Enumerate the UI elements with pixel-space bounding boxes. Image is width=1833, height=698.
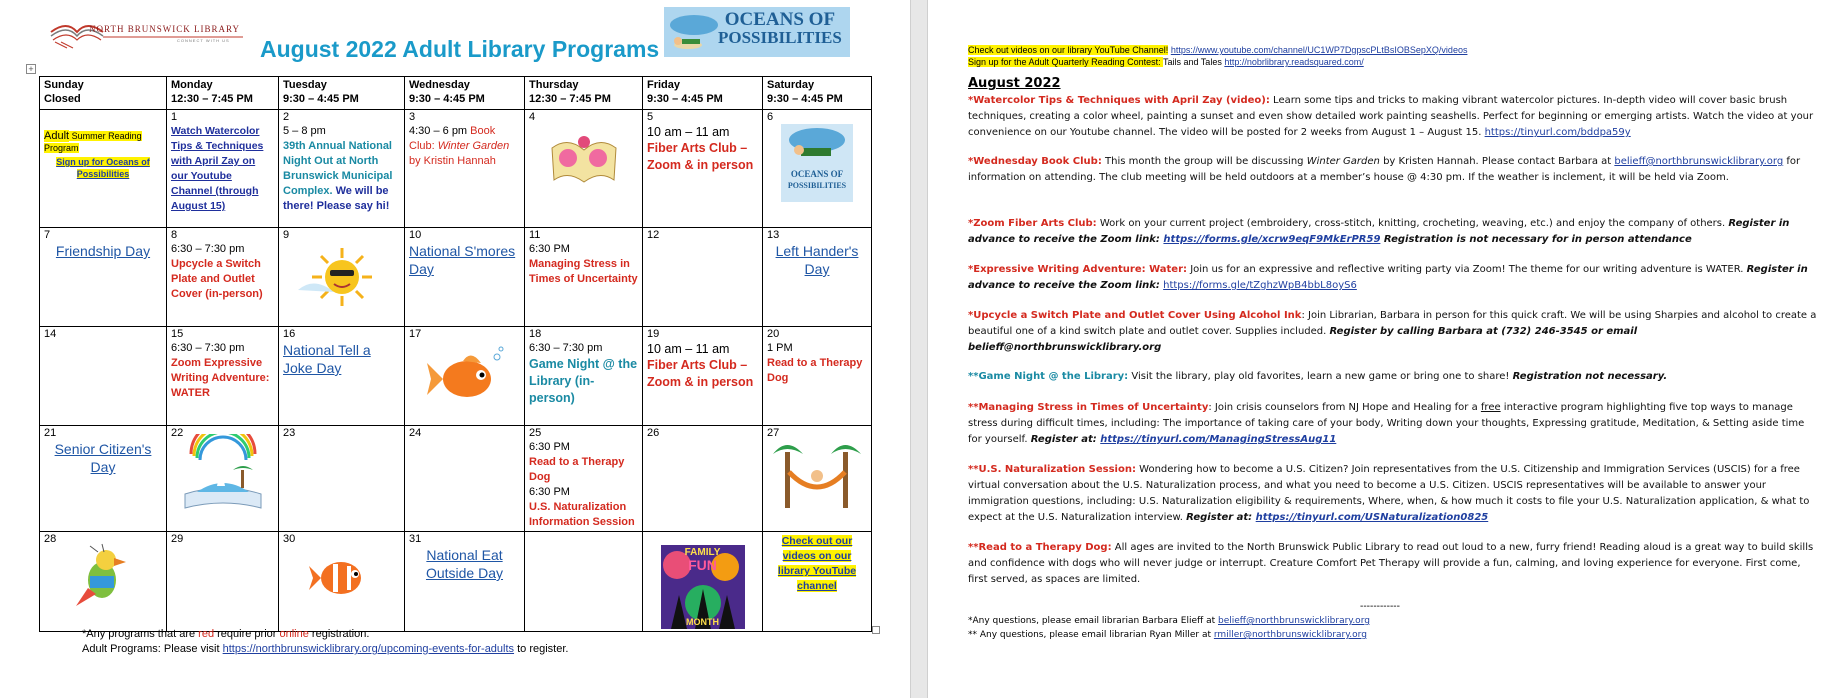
day-cell-23: 23 [279,426,405,532]
logo-tagline: CONNECT WITH US [177,38,230,43]
day-cell-13: 13 Left Hander's Day [763,228,872,327]
desc-managing-stress: **Managing Stress in Times of Uncertainty: Join crisis counselors from NJ Hope and Healing for a free interactive program highlighting five top ways to manage stress during difficult times, including: The importance of taking care of your body, Writing down your thoughts, Expressing gratitude, Meditation, & Setting aside time for yourself. Register at: https://tinyurl.com/ManagingStressAug11 [968,402,1805,445]
banner-line1: OCEANS OF [724,9,836,30]
logo-underline-icon [103,34,243,40]
day-cell-28: 28 [40,532,167,632]
oceans-banner [664,7,850,57]
week-row-5 [40,532,872,632]
day-cell-empty [763,532,872,632]
reading-contest-note: Sign up for the Adult Quarterly Reading Contest: Tails and Tales http://nobrlibrary.readsquared.com/ [968,57,1364,67]
watercolor-video-link[interactable]: Watch Watercolor Tips & Techniques with April Zay on our Youtube Channel (through August 15) [171,125,264,212]
day-cell-8: 8 6:30 – 7:30 pm Upcycle a Switch Plate and Outlet Cover (in-person) [167,228,279,327]
reader-clipart-icon [781,124,853,164]
week-row-4 [40,426,872,532]
desc-fiber-arts: *Zoom Fiber Arts Club: Work on your current project (embroidery, cross-stitch, knitting, crocheting, weaving, etc.) and enjoy the company of others. Register in advance to receive the Zoom link: https://forms.gle/xcrw9eqF9MkErPR59 Registration is not necessary for in person attendance [968,218,1790,245]
senior-citizens-day-link[interactable]: Senior Citizen's Day [54,441,152,475]
calendar-footnote: *Any programs that are red require prior online registration. Adult Programs: Please visit https://northbrunswicklibrary.org/upcoming-events-for-adults to register. [82,628,569,655]
managing-stress-link[interactable]: https://tinyurl.com/ManagingStressAug11 [1100,434,1337,445]
adult-programs-link[interactable]: https://northbrunswicklibrary.org/upcoming-events-for-adults [222,643,515,655]
divider-dashes: ------------ [1360,601,1400,612]
day-cell-10: 10 National S'mores Day [405,228,525,327]
banner-line2: POSSIBILITIES [718,28,842,47]
hammock-palm-clipart-icon [771,432,863,510]
island-book-clipart-icon [177,434,269,514]
day-cell-5: 5 10 am – 11 am Fiber Arts Club – Zoom & in person [643,110,763,228]
watercolor-tinyurl-link[interactable]: https://tinyurl.com/bddpa59y [1484,127,1631,138]
desc-game-night: **Game Night @ the Library: Visit the library, play old favorites, learn a new game or bring one to share! Registration not necessary. [968,371,1668,382]
day-cell-2: 2 5 – 8 pm 39th Annual National Night Out at North Brunswick Municipal Complex. We will be there! Please say hi! [279,110,405,228]
header-sunday: Sunday Closed [40,77,167,110]
day-cell-3: 3 4:30 – 6 pm Book Club: Winter Garden by Kristin Hannah [405,110,525,228]
day-cell-17: 17 [405,327,525,426]
ryan-email-link[interactable]: rmiller@northbrunswicklibrary.org [1213,630,1367,640]
day-cell-30: 30 [279,532,405,632]
day-cell-22: 22 [167,426,279,532]
day-cell-26: 26 [643,426,763,532]
family-fun-month-poster: FAMILY FUN MONTH [661,545,745,629]
fish-reader-icon [664,7,724,57]
week-row-2 [40,228,872,327]
desc-watercolor: *Watercolor Tips & Techniques with April Zay (video): Learn some tips and tricks to making vibrant watercolor pictures. In-depth video will cover basic brush techniques, creating a color wheel, painting a sunset and even show detailed work painting seashells. Perfect for beginning or emerging artists. Watch the video at your convenience on our Youtube channel. The video will be posted for 2 weeks from August 1 – August 15. https://tinyurl.com/bddpa59y [968,95,1814,138]
day-cell-empty [643,532,763,632]
day-cell-12: 12 [643,228,763,327]
barbara-email-link[interactable]: belieff@northbrunswicklibrary.org [1217,616,1370,626]
day-cell-6: 6 OCEANS OF POSSIBILITIES [763,110,872,228]
desc-therapy-dog: **Read to a Therapy Dog: All ages are invited to the North Brunswick Public Library to read out loud to a new, furry friend! Reading aloud is a great way to build skills and confidence with dogs who will never judge or interrupt. Creature Comfort Pet Therapy will provide a fun, calming, and loving experience for everyone. First come, first served, as spaces are limited. [968,542,1814,585]
sun-clipart-icon [294,246,390,308]
day-cell-24: 24 [405,426,525,532]
desc-expressive-writing: *Expressive Writing Adventure: Water: Join us for an expressive and reflective writing party via Zoom! The theme for our writing adventure is WATER. Register in advance to receive the Zoom link: https://forms.gle/tZghzWpB4bbL8oyS6 [968,264,1808,291]
youtube-channel-link[interactable]: Check out our videos on our library YouTube channel [777,535,857,592]
friendship-day-link[interactable]: Friendship Day [55,243,151,259]
day-cell-14: 14 [40,327,167,426]
desc-book-club: *Wednesday Book Club: This month the group will be discussing Winter Garden by Kristen Hannah. Please contact Barbara at belieff@northbrunswicklibrary.org for information on attending. The club meeting will be held outdoors at a member’s house @ 4:30 pm. If the weather is inclement, it will be held via Zoom. [968,156,1801,183]
table-move-handle[interactable]: + [26,64,36,74]
contact-endnotes: *Any questions, please email librarian Barbara Elieff at belieff@northbrunswicklibrary.org ** Any questions, please email librarian Ryan Miller at rmiller@northbrunswicklibrary.org [968,616,1370,640]
goldfish-clipart-icon [423,345,507,411]
writing-form-link[interactable]: https://forms.gle/tZghzWpB4bbL8oyS6 [1163,280,1357,291]
day-cell-16: 16 National Tell a Joke Day [279,327,405,426]
clownfish-clipart-icon [307,542,377,612]
header-thursday: Thursday 12:30 – 7:45 PM [525,77,643,110]
book-club-email-link[interactable]: belieff@northbrunswicklibrary.org [1614,156,1784,167]
day-cell-empty [525,532,643,632]
calendar-page [0,0,910,698]
month-heading: August 2022 [968,76,1061,91]
day-cell-4: 4 [525,110,643,228]
week-row-3 [40,327,872,426]
eat-outside-day-link[interactable]: National Eat Outside Day [425,547,504,581]
summer-reading-signup-link[interactable]: Sign up for Oceans of Possibilities [56,157,150,179]
calendar-header-row [40,77,872,110]
youtube-url-link[interactable]: https://www.youtube.com/channel/UC1WP7DgpscPLtBsIOBSepXQ/videos [1170,45,1468,55]
logo-name: NORTH BRUNSWICK LIBRARY [89,24,240,34]
day-cell-29: 29 [167,532,279,632]
calendar-table [39,76,872,632]
header-monday: Monday 12:30 – 7:45 PM [167,77,279,110]
header-friday: Friday 9:30 – 4:45 PM [643,77,763,110]
tell-a-joke-day-link[interactable]: National Tell a Joke Day [283,342,371,376]
day-cell-18: 18 6:30 – 7:30 pm Game Night @ the Library (in-person) [525,327,643,426]
header-wednesday: Wednesday 9:30 – 4:45 PM [405,77,525,110]
day-cell-25: 25 6:30 PM Read to a Therapy Dog 6:30 PM U.S. Naturalization Information Session [525,426,643,532]
day-cell-27: 27 [763,426,872,532]
naturalization-link[interactable]: https://tinyurl.com/USNaturalization0825 [1255,512,1489,523]
fiber-arts-form-link[interactable]: https://forms.gle/xcrw9eqF9MkErPR59 [1163,234,1381,245]
day-cell-15: 15 6:30 – 7:30 pm Zoom Expressive Writing Adventure: WATER [167,327,279,426]
library-logo [47,10,247,56]
smores-day-link[interactable]: National S'mores Day [409,243,516,277]
day-cell-19: 19 10 am – 11 am Fiber Arts Club – Zoom & in person [643,327,763,426]
left-handers-day-link[interactable]: Left Hander's Day [775,243,859,277]
header-tuesday: Tuesday 9:30 – 4:45 PM [279,77,405,110]
open-book-clipart-icon [544,128,624,192]
desc-naturalization: **U.S. Naturalization Session: Wondering how to become a U.S. Citizen? Join representatives from the U.S. Citizenship and Immigration Services (USCIS) for a free virtual conversation about the U.S. Naturalization process, and what you need to become a U.S. Citizen. USCIS representatives will be available to answer your immigration questions, including: U.S. Naturalization eligibility & requirements, Where, when, & how much it costs to file your U.S. Naturalization application, & what to expect at the U.S. Naturalization interview. Register at: https://tinyurl.com/USNaturalization0825 [968,464,1810,523]
day-cell-20: 20 1 PM Read to a Therapy Dog [763,327,872,426]
readsquared-link[interactable]: http://nobrlibrary.readsquared.com/ [1224,57,1364,67]
day-cell-11: 11 6:30 PM Managing Stress in Times of Uncertainty [525,228,643,327]
day-cell-9: 9 [279,228,405,327]
day-cell-1: 1 Watch Watercolor Tips & Techniques with April Zay on our Youtube Channel (through August 15) [167,110,279,228]
table-resize-handle[interactable] [872,626,880,634]
youtube-note: Check out videos on our library YouTube Channel! https://www.youtube.com/channel/UC1WP7DgpscPLtBsIOBSepXQ/videos [968,45,1468,55]
header-saturday: Saturday 9:30 – 4:45 PM [763,77,872,110]
day-cell-empty: Adult Summer Reading Program Sign up for Oceans of Possibilities [40,110,167,228]
parrot-reading-clipart-icon [68,542,138,612]
day-cell-31: 31 National Eat Outside Day [405,532,525,632]
day-cell-21: 21 Senior Citizen's Day [40,426,167,532]
day-cell-7: 7 Friendship Day [40,228,167,327]
oceans-badge: OCEANS OF POSSIBILITIES [781,124,853,202]
week-row-1 [40,110,872,228]
page-gutter [910,0,928,698]
page-title: August 2022 Adult Library Programs [260,36,660,62]
program-descriptions-page [928,0,1833,698]
desc-upcycle: *Upcycle a Switch Plate and Outlet Cover Using Alcohol Ink: Join Librarian, Barbara in person for this quick craft. We will be using Sharpies and alcohol to create a beautiful one of a kind switch plate and outlet cover. Supplies included. Register by calling Barbara at (732) 246-3545 or email belieff@northbrunswicklibrary.org [968,310,1817,353]
